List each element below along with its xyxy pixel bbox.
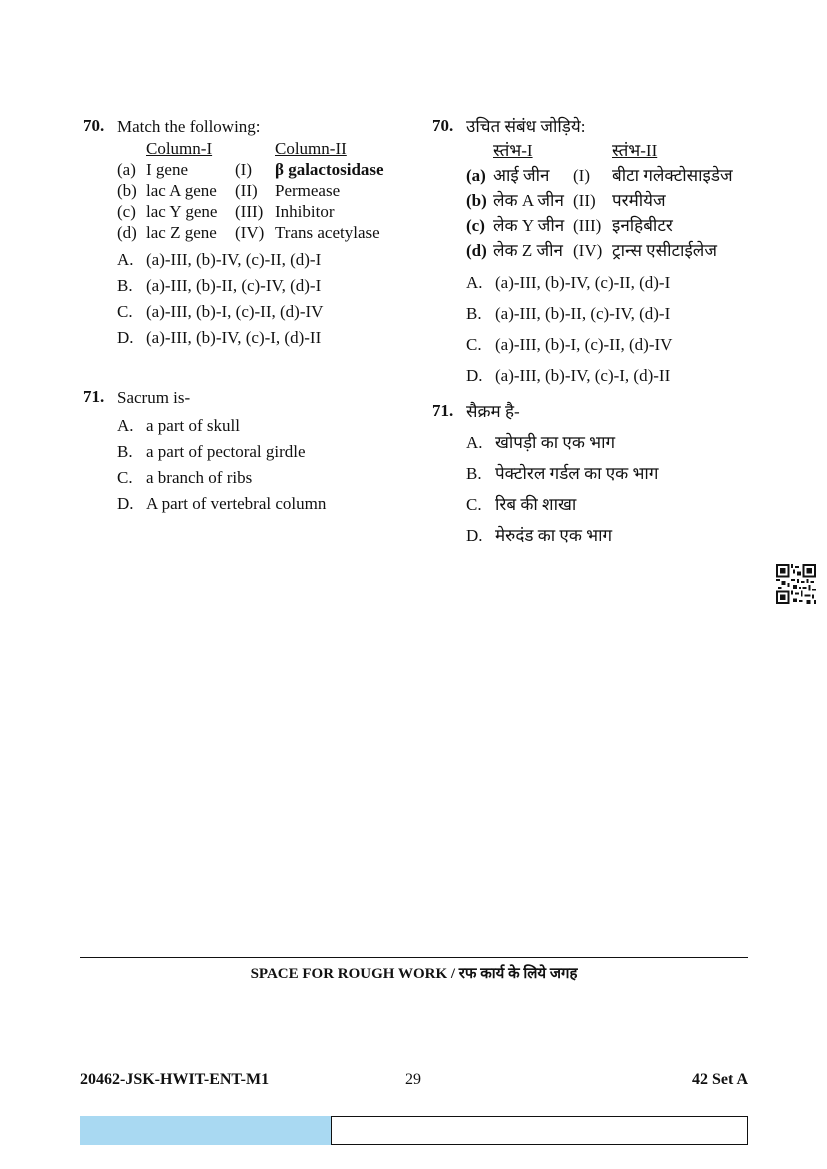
option-b[interactable]	[117, 273, 413, 299]
rough-work-divider	[80, 957, 748, 958]
question-text: Match the following:	[117, 117, 261, 136]
match-table	[117, 138, 413, 243]
option-letter: C.	[466, 495, 482, 514]
row-item: लेक A जीन	[493, 191, 564, 210]
option-text: (a)-III, (b)-I, (c)-II, (d)-IV	[495, 335, 673, 354]
row-roman: (I)	[573, 166, 590, 185]
column-i-header: स्तंभ-I	[493, 141, 533, 160]
column-ii-header: स्तंभ-II	[612, 141, 658, 160]
row-match: परमीयेज	[612, 191, 666, 210]
row-item: lac Z gene	[146, 223, 217, 242]
option-text: A part of vertebral column	[146, 494, 327, 513]
row-label: (a)	[117, 160, 136, 179]
row-label: (b)	[117, 181, 137, 200]
option-c[interactable]	[466, 489, 762, 520]
footer-blank-box	[331, 1116, 748, 1145]
question-70-english	[83, 116, 413, 351]
page-number: 29	[405, 1071, 421, 1088]
option-text: (a)-III, (b)-IV, (c)-II, (d)-I	[146, 250, 322, 269]
option-text: a part of skull	[146, 416, 240, 435]
option-text: (a)-III, (b)-II, (c)-IV, (d)-I	[495, 304, 671, 323]
row-match: इनहिबीटर	[612, 216, 673, 235]
row-label: (d)	[117, 223, 137, 242]
row-item: lac Y gene	[146, 202, 218, 221]
option-letter: A.	[466, 273, 483, 292]
match-table	[466, 138, 762, 263]
option-a[interactable]	[117, 413, 413, 439]
rough-work-label: SPACE FOR ROUGH WORK / रफ कार्य के लिये जगह	[250, 966, 578, 982]
option-d[interactable]	[466, 360, 762, 391]
question-71-english	[83, 387, 413, 517]
hindi-column	[432, 116, 762, 551]
option-letter: D.	[117, 494, 134, 513]
question-text: उचित संबंध जोड़िये:	[466, 117, 586, 136]
match-row	[466, 188, 762, 213]
options-list	[117, 247, 413, 351]
row-label: (a)	[466, 166, 486, 185]
option-b[interactable]	[466, 458, 762, 489]
row-label: (b)	[466, 191, 487, 210]
question-text: सैक्रम है-	[466, 402, 520, 421]
footer-color-bar	[80, 1116, 331, 1145]
row-item: लेक Y जीन	[493, 216, 565, 235]
row-roman: (I)	[235, 160, 252, 179]
option-letter: A.	[117, 250, 134, 269]
option-text: a part of pectoral girdle	[146, 442, 306, 461]
option-letter: C.	[117, 302, 133, 321]
options-list	[466, 427, 762, 551]
row-match: β galactosidase	[275, 160, 384, 179]
column-ii-header: Column-II	[275, 139, 347, 158]
question-number: 71.	[432, 401, 454, 420]
option-letter: C.	[117, 468, 133, 487]
row-match: बीटा गलेक्टोसाइडेज	[612, 166, 733, 185]
option-a[interactable]	[466, 267, 762, 298]
match-row	[466, 213, 762, 238]
row-roman: (IV)	[573, 241, 603, 260]
row-match: Inhibitor	[275, 202, 335, 221]
question-71-hindi	[432, 401, 762, 551]
option-text: मेरुदंड का एक भाग	[495, 526, 613, 545]
option-c[interactable]	[466, 329, 762, 360]
match-header	[117, 138, 413, 159]
row-label: (d)	[466, 241, 487, 260]
option-c[interactable]	[117, 465, 413, 491]
option-letter: D.	[466, 366, 483, 385]
row-roman: (II)	[573, 191, 596, 210]
match-row	[117, 222, 413, 243]
option-text: (a)-III, (b)-IV, (c)-I, (d)-II	[146, 328, 322, 347]
option-c[interactable]	[117, 299, 413, 325]
option-text: (a)-III, (b)-I, (c)-II, (d)-IV	[146, 302, 324, 321]
option-b[interactable]	[466, 298, 762, 329]
option-a[interactable]	[117, 247, 413, 273]
row-roman: (II)	[235, 181, 258, 200]
row-match: ट्रान्स एसीटाईलेज	[612, 241, 717, 260]
row-item: lac A gene	[146, 181, 217, 200]
match-row	[117, 201, 413, 222]
option-d[interactable]	[466, 520, 762, 551]
option-a[interactable]	[466, 427, 762, 458]
question-number: 71.	[83, 387, 105, 406]
row-roman: (III)	[235, 202, 264, 221]
match-header	[466, 138, 762, 163]
option-letter: B.	[466, 304, 482, 323]
question-number: 70.	[432, 116, 454, 135]
options-list	[117, 413, 413, 517]
paper-code: 20462-JSK-HWIT-ENT-M1	[80, 1071, 270, 1088]
row-item: I gene	[146, 160, 189, 179]
row-match: Trans acetylase	[275, 223, 380, 242]
option-letter: A.	[117, 416, 134, 435]
option-text: खोपड़ी का एक भाग	[495, 433, 616, 452]
row-item: आई जीन	[493, 166, 550, 185]
row-roman: (IV)	[235, 223, 265, 242]
option-letter: B.	[117, 442, 133, 461]
row-item: लेक Z जीन	[493, 241, 563, 260]
question-70-hindi	[432, 116, 762, 391]
option-text: (a)-III, (b)-IV, (c)-I, (d)-II	[495, 366, 671, 385]
match-row	[466, 238, 762, 263]
option-letter: A.	[466, 433, 483, 452]
row-label: (c)	[117, 202, 136, 221]
match-row	[117, 159, 413, 180]
question-number: 70.	[83, 116, 105, 135]
option-text: (a)-III, (b)-II, (c)-IV, (d)-I	[146, 276, 322, 295]
match-row	[466, 163, 762, 188]
option-letter: B.	[117, 276, 133, 295]
option-letter: C.	[466, 335, 482, 354]
options-list	[466, 267, 762, 391]
option-text: पेक्टोरल गर्डल का एक भाग	[495, 464, 659, 483]
column-i-header: Column-I	[146, 139, 213, 158]
option-d[interactable]	[117, 491, 413, 517]
option-letter: B.	[466, 464, 482, 483]
option-b[interactable]	[117, 439, 413, 465]
row-match: Permease	[275, 181, 341, 200]
option-letter: D.	[466, 526, 483, 545]
option-text: a branch of ribs	[146, 468, 253, 487]
option-text: (a)-III, (b)-IV, (c)-II, (d)-I	[495, 273, 671, 292]
option-text: रिब की शाखा	[495, 495, 577, 514]
match-row	[117, 180, 413, 201]
row-label: (c)	[466, 216, 485, 235]
set-label: 42 Set A	[692, 1071, 748, 1088]
question-text: Sacrum is-	[117, 388, 191, 407]
english-column	[83, 116, 413, 517]
option-letter: D.	[117, 328, 134, 347]
qr-code-icon	[776, 564, 816, 604]
row-roman: (III)	[573, 216, 602, 235]
option-d[interactable]	[117, 325, 413, 351]
